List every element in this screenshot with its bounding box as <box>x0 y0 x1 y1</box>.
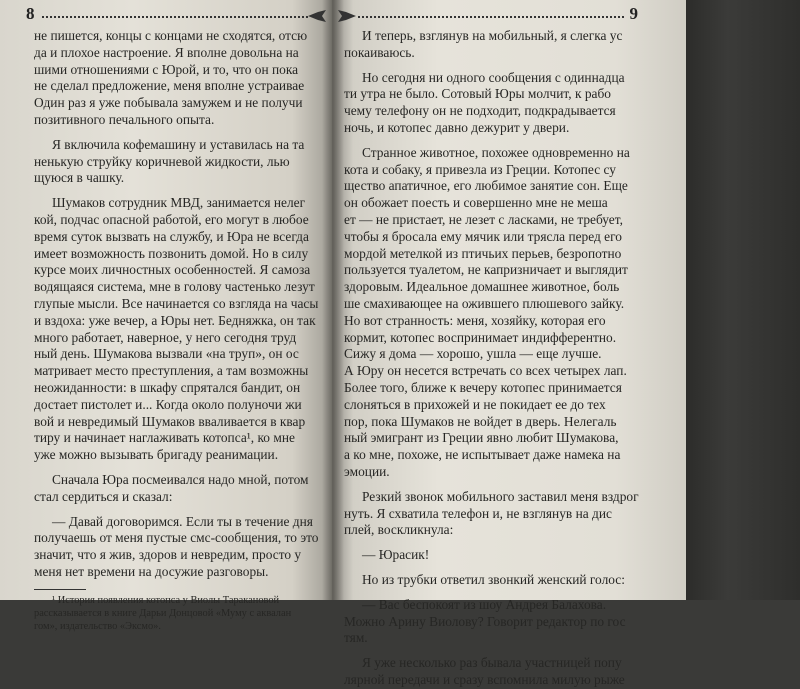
text-line: Резкий звонок мобильного заставил меня вздрог <box>362 488 639 504</box>
paragraph-gap <box>344 137 644 145</box>
text-line: пор, пока Шумаков не войдет в дверь. Нелегаль <box>344 413 617 429</box>
footnote-rule <box>34 589 86 590</box>
header-ornament-icon <box>338 8 356 24</box>
paragraph <box>34 472 326 506</box>
paragraph <box>34 195 326 464</box>
text-line: эмоции. <box>344 463 390 479</box>
text-line: И теперь, взглянув на мобильный, я слегка ус <box>362 28 623 43</box>
paragraph-gap <box>344 589 644 597</box>
header-dotted-rule <box>358 16 624 18</box>
left-page-number: 8 <box>26 4 35 23</box>
text-line: мордой метелкой из птичьих перьев, безропотно <box>344 245 622 261</box>
text-line: Но сегодня ни одного сообщения с одиннадца <box>362 69 625 85</box>
text-line: Сижу я дома — хорошо, ушла — еще лучше. <box>344 346 602 362</box>
text-line: кормит, котопес воспринимает индифферентно. <box>344 329 617 345</box>
text-line: лярной передачи и сразу вспомнила милую рыже <box>344 671 625 687</box>
paragraph <box>344 597 644 647</box>
text-line: глупые мысли. Все начинается со взгляда на часы <box>34 295 319 311</box>
text-line: чему телефону он не подходит, подкрадывается <box>344 103 616 119</box>
text-line: стал сердиться и сказал: <box>34 488 173 504</box>
text-line: ти утра не было. Сотовый Юры молчит, к рабо <box>344 86 611 102</box>
paragraph-gap <box>34 187 326 195</box>
table-background <box>680 0 800 600</box>
text-line: неожиданности: в шкафу спрятался бандит, он <box>34 379 301 395</box>
text-line: кота и собаку, я привезла из Греции. Котопес су <box>344 161 616 177</box>
paragraph <box>344 28 644 62</box>
paragraph-gap <box>344 481 644 489</box>
text-line: получаешь от меня пустые смс-сообщения, то это <box>34 530 319 546</box>
paragraph <box>344 70 644 137</box>
text-line: Сначала Юра посмеивался надо мной, потом <box>52 471 309 487</box>
text-line: ный эмигрант из Греции явно любит Шумакова, <box>344 430 619 446</box>
text-line: а ко мне, похоже, не испытывает даже намека на <box>344 447 621 463</box>
text-line: плей, воскликнула: <box>344 522 454 538</box>
text-line: значит, что я жив, здоров и невредим, просто у <box>34 547 302 563</box>
text-line: вой и невредимый Шумаков вваливается в квар <box>34 413 306 429</box>
header-ornament-icon <box>308 8 326 24</box>
paragraph <box>344 547 644 564</box>
right-page-number: 9 <box>629 4 638 23</box>
text-line: ненькую струйку коричневой жидкости, лью <box>34 153 290 169</box>
paragraph-gap <box>34 464 326 472</box>
left-page-header <box>26 4 326 30</box>
text-line: не сделал предложение, меня вполне устраивае <box>34 78 305 94</box>
paragraph-gap <box>34 506 326 514</box>
text-line: имеет возможность позвонить домой. Но в силу <box>34 245 309 261</box>
text-line: Но вот странность: меня, хозяйку, которая его <box>344 312 606 328</box>
text-line: ный день. Шумакова вызвали «на труп», он ос <box>34 346 299 362</box>
text-line: матривает место преступления, а там возможны <box>34 363 309 379</box>
footnote-line: рассказывается в книге Дарьи Донцовой «Муму с аквалан <box>34 607 292 619</box>
text-line: шими отношениями с Юрой, и то, что он пока <box>34 61 299 77</box>
text-line: много работает, наверное, у него сегодня труд <box>34 329 297 345</box>
text-line: Шумаков сотрудник МВД, занимается нелег <box>52 195 306 211</box>
text-line: Более того, ближе к вечеру котопес принимается <box>344 379 622 395</box>
text-line: ет — не пристает, не лезет с ласками, не требует, <box>344 211 623 227</box>
footnote-line: гом», издательство «Эксмо». <box>34 620 161 632</box>
text-line: слоняться в прихожей и не покидает ее до тех <box>344 396 606 412</box>
paragraph <box>344 489 644 539</box>
text-line: он обожает поесть и совершенно мне не меша <box>344 195 608 211</box>
text-line: — Вас беспокоят из шоу Андрея Балахова. <box>362 596 607 612</box>
paragraph <box>344 572 644 589</box>
right-page-header <box>338 4 638 30</box>
text-line: Странное животное, похожее одновременно на <box>362 144 630 160</box>
paragraph-gap <box>344 62 644 70</box>
text-line: Один раз я уже побывала замужем и не получи <box>34 95 303 111</box>
text-line: чтобы я бросала ему мячик или трясла перед его <box>344 228 622 244</box>
text-line: здоровым. Идеальное домашнее животное, боль <box>344 279 620 295</box>
text-line: нуть. Я схватила телефон и, не взглянув на дис <box>344 505 612 521</box>
text-line: тиру и начинает наглаживать котопса¹, ко мне <box>34 430 295 446</box>
paragraph-gap <box>34 129 326 137</box>
text-line: Но из трубки ответил звонкий женский голос: <box>362 571 625 587</box>
text-line: водящаяся система, мне в голову частенько лезут <box>34 279 315 295</box>
paragraph-gap <box>344 539 644 547</box>
text-line: Я включила кофемашину и уставилась на та <box>52 136 305 152</box>
text-line: щуюся в чашку. <box>34 170 125 186</box>
text-line: пользуется туалетом, не капризничает и выглядит <box>344 262 628 278</box>
text-line: и вздоха: уже вечер, а Юры нет. Бедняжка, он так <box>34 312 316 328</box>
text-line: Можно Арину Виолову? Говорит редактор по гос <box>344 613 626 629</box>
left-page-text <box>34 28 326 633</box>
paragraph <box>344 145 644 481</box>
paragraph <box>34 137 326 187</box>
text-line: щество апатичное, его любимое занятие сон. Еще <box>344 178 628 194</box>
text-line: уже можно вызывать бригаду реанимации. <box>34 447 279 463</box>
paragraph <box>344 655 644 689</box>
right-page-text <box>344 28 644 689</box>
paragraph <box>34 514 326 581</box>
text-line: достает пистолет и... Когда около полуночи жи <box>34 396 302 412</box>
text-line: время суток вызвать на службу, и Юра не всегда <box>34 228 309 244</box>
paragraph-gap <box>344 564 644 572</box>
paragraph-gap <box>344 647 644 655</box>
text-line: ше смахивающее на ожившего плюшевого зайку. <box>344 295 625 311</box>
text-line: покаиваюсь. <box>344 44 415 60</box>
text-line: тям. <box>344 630 368 646</box>
text-line: да и плохое настроение. Я вполне довольна на <box>34 44 299 60</box>
text-line: позитивного печального опыта. <box>34 111 215 127</box>
text-line: меня нет времени на досужие разговоры. <box>34 563 269 579</box>
text-line: кой, подчас опасной работой, его могут в любое <box>34 211 309 227</box>
footnote-line: ¹ История появления котопса у Виолы Таракановой <box>52 594 280 606</box>
text-line: А Юру он несется встречать со всех четырех лап. <box>344 363 627 379</box>
text-line: курсе моих личностных особенностей. Я самоза <box>34 262 311 278</box>
text-line: ночь, и котопес давно дежурит у двери. <box>344 119 570 135</box>
text-line: не пишется, концы с концами не сходятся, отсю <box>34 28 308 43</box>
text-line: — Юрасик! <box>362 547 430 563</box>
text-line: Я уже несколько раз бывала участницей попу <box>362 655 622 671</box>
text-line: — Давай договоримся. Если ты в течение дня <box>52 513 313 529</box>
footnote <box>34 594 326 633</box>
header-dotted-rule <box>42 16 308 18</box>
paragraph <box>34 28 326 129</box>
